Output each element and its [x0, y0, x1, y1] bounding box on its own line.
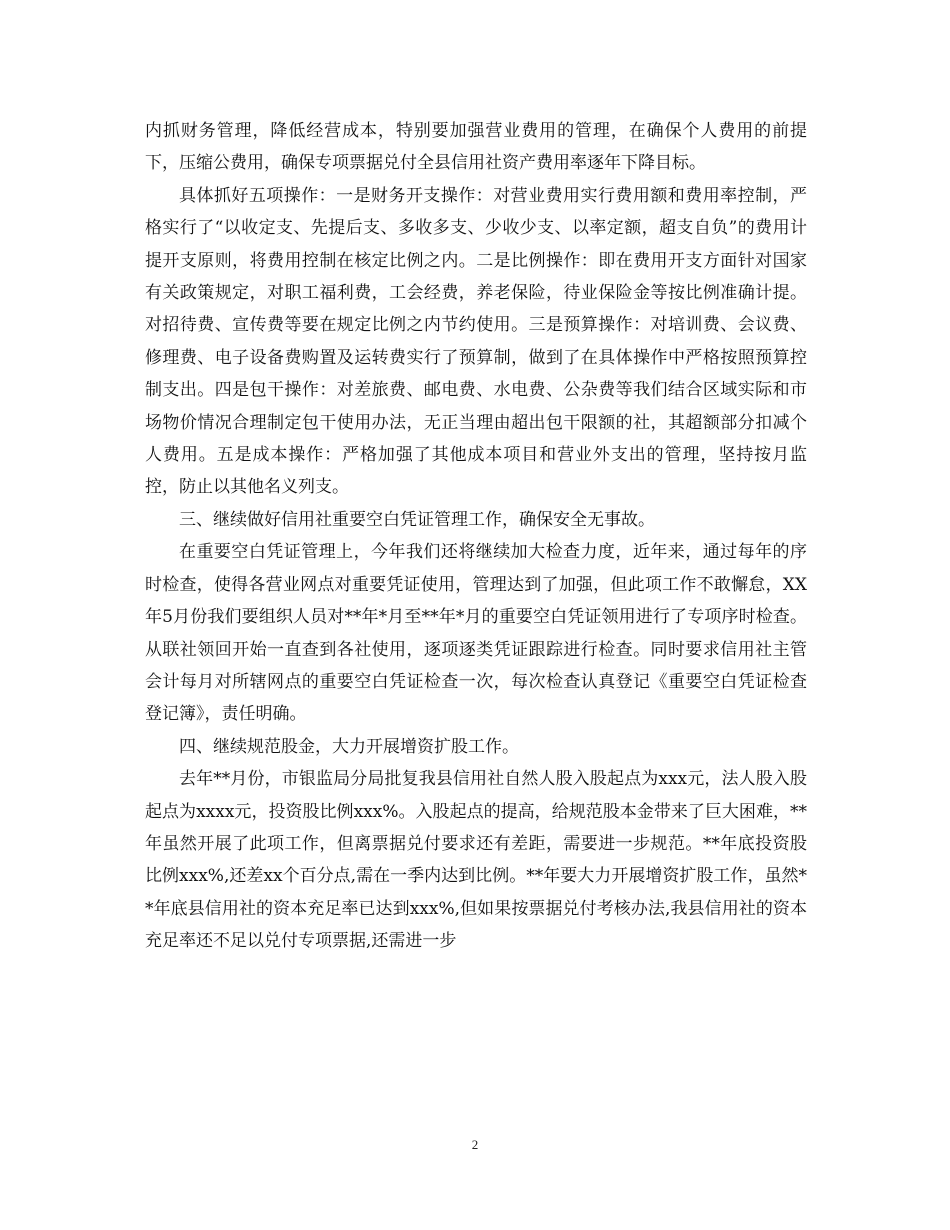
section-heading-share-capital: 四、继续规范股金，大力开展增资扩股工作。	[179, 736, 519, 757]
body-text	[145, 115, 807, 958]
paragraph-five-operations: 具体抓好五项操作：一是财务开支操作：对营业费用实行费用额和费用率控制，严格实行了“以收定支、先提后支、多收多支、少收少支、以率定额，超支自负”的费用计提开支原则，将费用控制在核定比例之内。二是比例操作：即在费用开支方面针对国家有关政策规定，对职工福利费，工会经费，养老保险，待业保险金等按比例准确计提。对招待费、宣传费等要在规定比例之内节约使用。三是预算操作：对培训费、会议费、修理费、电子设备费购置及运转费实行了预算制，做到了在具体操作中严格按照预算控制支出。四是包干操作：对差旅费、邮电费、水电费、公杂费等我们结合区域实际和市场物价情况合理制定包干使用办法，无正当理由超出包干限额的社，其超额部分扣减个人费用。五是成本操作：严格加强了其他成本项目和营业外支出的管理，坚持按月监控，防止以其他名义列支。	[145, 185, 807, 498]
page-number: 2	[471, 1137, 479, 1152]
paragraph-financial-management: 内抓财务管理，降低经营成本，特别要加强营业费用的管理，在确保个人费用的前提下，压缩公费用，确保专项票据兑付全县信用社资产费用率逐年下降目标。	[145, 121, 807, 174]
section-heading-blank-vouchers: 三、继续做好信用社重要空白凭证管理工作，确保安全无事故。	[179, 509, 655, 530]
paragraph-share-capital-expansion: 去年**月份，市银监局分局批复我县信用社自然人股入股起点为xxx元，法人股入股起点为xxxx元，投资股比例xxx%。入股起点的提高，给规范股本金带来了巨大困难，**年虽然开展了此项工作，但离票据兑付要求还有差距，需要进一步规范。**年底投资股比例xxx%,还差xx个百分点,需在一季内达到比例。**年要大力开展增资扩股工作，虽然**年底县信用社的资本充足率已达到xxx%,但如果按票据兑付考核办法,我县信用社的资本充足率还不足以兑付专项票据,还需进一步	[145, 769, 807, 952]
paragraph-blank-voucher-inspection: 在重要空白凭证管理上，今年我们还将继续加大检查力度，近年来，通过每年的序时检查，使得各营业网点对重要凭证使用，管理达到了加强，但此项工作不敢懈怠，XX年5月份我们要组织人员对**年*月至**年*月的重要空白凭证领用进行了专项序时检查。从联社领回开始一直查到各社使用，逐项逐类凭证跟踪进行检查。同时要求信用社主管会计每月对所辖网点的重要空白凭证检查一次，每次检查认真登记《重要空白凭证检查登记簿》，责任明确。	[145, 542, 807, 725]
